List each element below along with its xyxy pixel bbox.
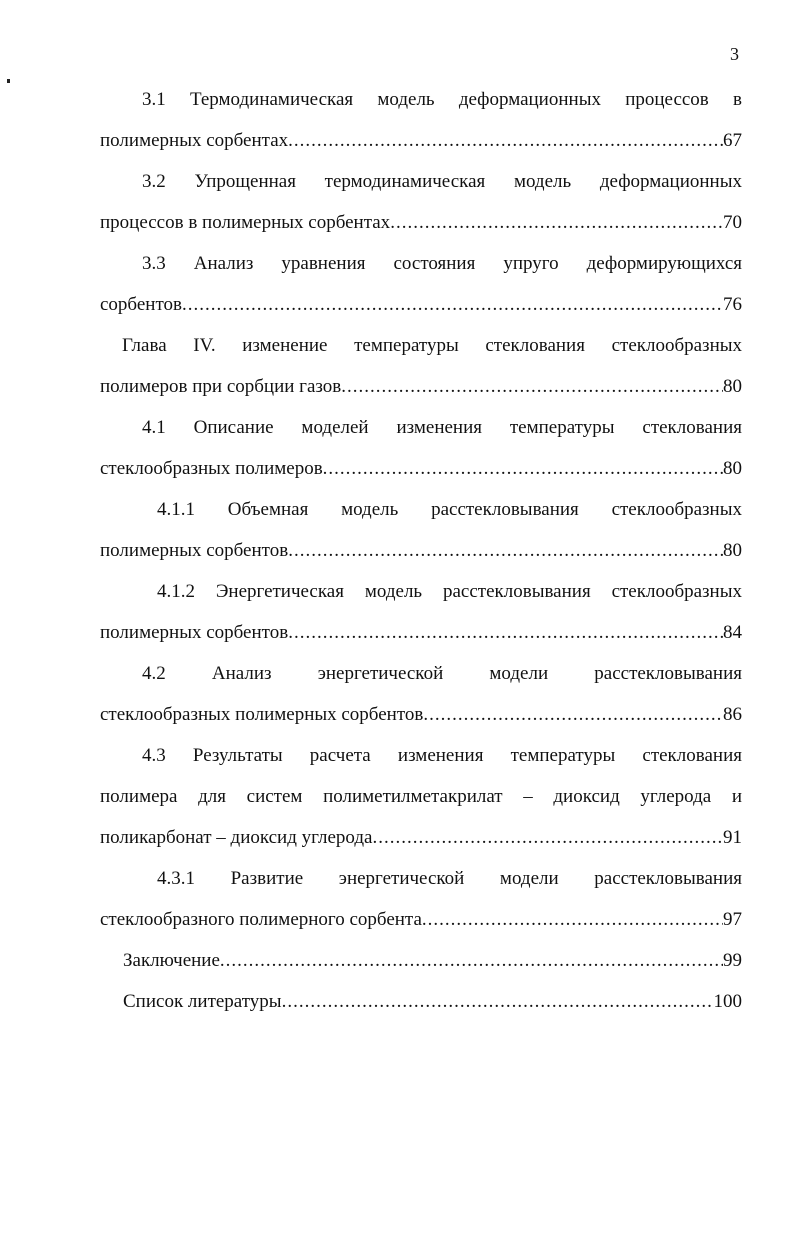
- toc-entry-row[interactable]: [100, 287, 742, 328]
- toc-entry-title: Заключение: [123, 950, 220, 971]
- toc-entry-page: 67: [723, 130, 742, 151]
- scan-speck: [7, 79, 10, 83]
- toc-entry-row[interactable]: [100, 615, 742, 656]
- toc-entry-row[interactable]: [100, 205, 742, 246]
- dot-leader: [288, 123, 723, 159]
- toc-entry-page: 99: [723, 950, 742, 971]
- toc-entry-page: 84: [723, 622, 742, 643]
- toc-entry-title: полимерных сорбентах: [100, 130, 289, 151]
- toc-entry-row[interactable]: [100, 451, 742, 492]
- toc-entry-title: поликарбонат – диоксид углерода: [100, 827, 373, 848]
- toc-entry-heading-line: Глава IV. изменение температуры стеклования стеклообразных: [122, 335, 742, 356]
- toc-entry-row[interactable]: [100, 943, 742, 984]
- toc-entry-title: Список литературы: [123, 991, 282, 1012]
- toc-entry-row[interactable]: [100, 820, 742, 861]
- toc-entry-page: 70: [723, 212, 742, 233]
- dot-leader: [423, 697, 723, 733]
- dot-leader: [288, 615, 723, 651]
- dot-leader: [422, 902, 723, 938]
- toc-entry-page: 80: [723, 540, 742, 561]
- toc-entry-row[interactable]: [100, 123, 742, 164]
- toc-entry-page: 80: [723, 458, 742, 479]
- toc-entry-page: 91: [723, 827, 742, 848]
- toc-entry-row[interactable]: [100, 697, 742, 738]
- dot-leader: [390, 205, 723, 241]
- toc-entry-row[interactable]: [100, 984, 742, 1025]
- toc-entry-row[interactable]: [100, 369, 742, 410]
- toc-entry-heading-line: 4.3.1 Развитие энергетической модели расстекловывания: [157, 868, 742, 889]
- dot-leader: [372, 820, 723, 856]
- toc-entry-page: 86: [723, 704, 742, 725]
- dot-leader: [323, 451, 723, 487]
- toc-entry-page: 100: [713, 991, 742, 1012]
- toc-entry-title: стеклообразного полимерного сорбента: [100, 909, 422, 930]
- toc-entry-heading-line: 4.3 Результаты расчета изменения температуры стеклования: [142, 745, 742, 766]
- dot-leader: [288, 533, 723, 569]
- toc-entry-row[interactable]: [100, 902, 742, 943]
- toc-entry-heading-line: 4.1 Описание моделей изменения температуры стеклования: [142, 417, 742, 438]
- page-number: 3: [730, 44, 739, 64]
- toc-entry-row[interactable]: [100, 533, 742, 574]
- table-of-contents: [100, 82, 742, 1025]
- dot-leader: [182, 287, 723, 323]
- toc-entry-heading-line: 4.2 Анализ энергетической модели расстекловывания: [142, 663, 742, 684]
- dot-leader: [282, 984, 714, 1020]
- toc-entry-page: 76: [723, 294, 742, 315]
- toc-entry-title: полимеров при сорбции газов: [100, 376, 342, 397]
- toc-entry-title: процессов в полимерных сорбентах: [100, 212, 391, 233]
- dot-leader: [220, 943, 723, 979]
- toc-entry-heading-line: 4.1.2 Энергетическая модель расстекловывания стеклообразных: [157, 581, 742, 602]
- toc-entry-title: сорбентов: [100, 294, 182, 315]
- toc-entry-page: 80: [723, 376, 742, 397]
- toc-entry-heading-line: 3.1 Термодинамическая модель деформационных процессов в: [142, 89, 742, 110]
- toc-entry-title: стеклообразных полимеров: [100, 458, 323, 479]
- dot-leader: [341, 369, 723, 405]
- toc-entry-heading-line: 3.2 Упрощенная термодинамическая модель деформационных: [142, 171, 742, 192]
- toc-entry-heading-line: полимера для систем полиметилметакрилат – диоксид углерода и: [100, 786, 742, 807]
- toc-entry-title: стеклообразных полимерных сорбентов: [100, 704, 424, 725]
- toc-entry-heading-line: 3.3 Анализ уравнения состояния упруго деформирующихся: [142, 253, 742, 274]
- toc-entry-title: полимерных сорбентов: [100, 622, 289, 643]
- toc-entry-heading-line: 4.1.1 Объемная модель расстекловывания стеклообразных: [157, 499, 742, 520]
- toc-entry-title: полимерных сорбентов: [100, 540, 289, 561]
- toc-entry-page: 97: [723, 909, 742, 930]
